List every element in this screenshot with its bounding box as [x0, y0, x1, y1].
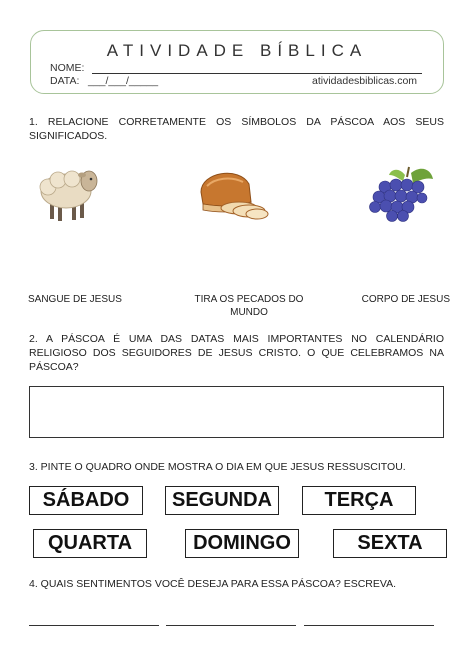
day-box-terca[interactable]: TERÇA: [302, 486, 416, 515]
label-sangue: SANGUE DE JESUS: [28, 294, 122, 305]
name-field[interactable]: [92, 73, 422, 74]
write-line-2[interactable]: [166, 625, 296, 626]
question-3: 3. PINTE O QUADRO ONDE MOSTRA O DIA EM QUE JESUS RESSUSCITOU.: [29, 461, 406, 473]
day-box-quarta[interactable]: QUARTA: [33, 529, 147, 558]
date-field[interactable]: ___/___/_____: [88, 75, 159, 87]
day-box-sexta[interactable]: SEXTA: [333, 529, 447, 558]
question-1: 1. RELACIONE CORRETAMENTE OS SÍMBOLOS DA PÁSCOA AOS SEUS SIGNIFICADOS.: [29, 116, 444, 142]
bread-icon: [195, 162, 269, 224]
site-name: atividadesbiblicas.com: [312, 75, 418, 87]
question-2: 2. A PÁSCOA É UMA DAS DATAS MAIS IMPORTANTES NO CALENDÁRIO RELIGIOSO DOS SEGUIDORES DE JESUS CRISTO. O QUE CELEBRAMOS NA PÁSCOA?: [29, 333, 444, 373]
label-corpo: CORPO DE JESUS: [361, 294, 450, 305]
date-label: DATA:: [50, 75, 80, 87]
write-line-1[interactable]: [29, 625, 159, 626]
question-4: 4. QUAIS SENTIMENTOS VOCÊ DESEJA PARA ESSA PÁSCOA? ESCREVA.: [29, 578, 397, 590]
name-label: NOME:: [50, 62, 85, 74]
answer-box[interactable]: [29, 386, 444, 438]
day-box-domingo[interactable]: DOMINGO: [185, 529, 299, 558]
label-tira-pecados: TIRA OS PECADOS DO MUNDO: [194, 294, 304, 318]
write-line-3[interactable]: [304, 625, 434, 626]
page-title: ATIVIDADE BÍBLICA: [106, 41, 368, 60]
sheep-icon: [36, 163, 100, 225]
day-box-sabado[interactable]: SÁBADO: [29, 486, 143, 515]
day-box-segunda[interactable]: SEGUNDA: [165, 486, 279, 515]
grapes-icon: [365, 163, 437, 225]
